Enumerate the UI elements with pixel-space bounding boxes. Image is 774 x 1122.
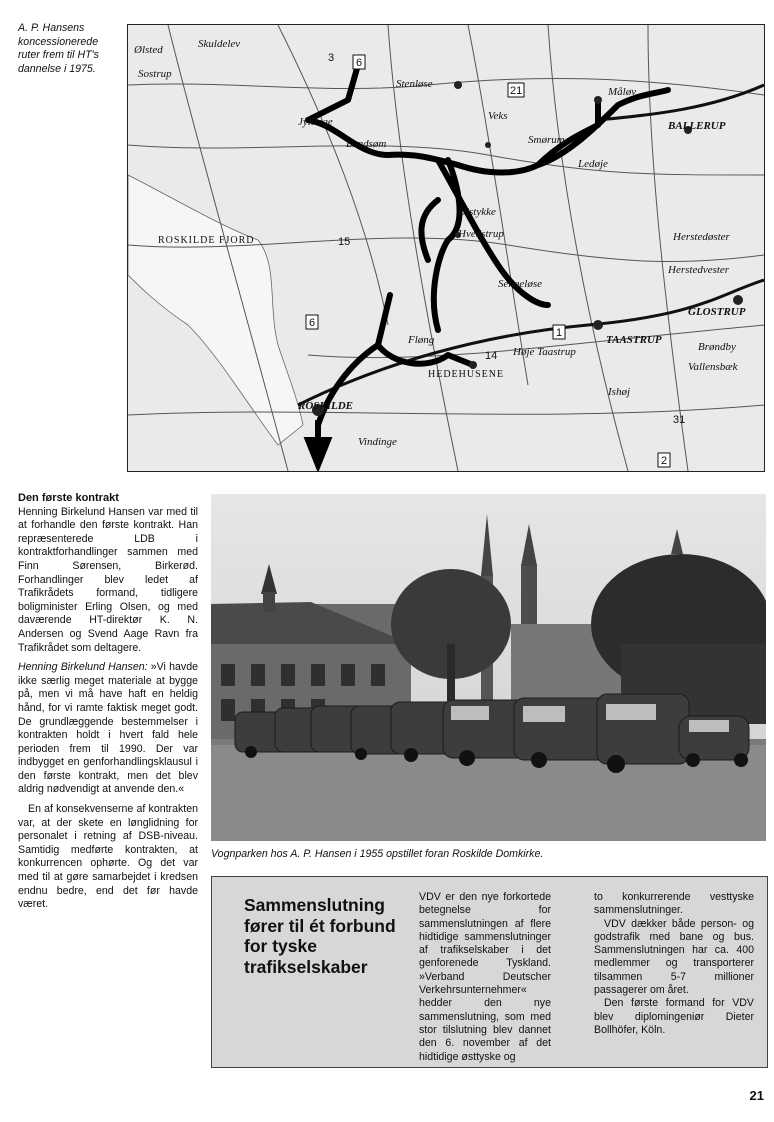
route-map [127, 24, 765, 472]
paragraph: Henning Birkelund Hansen var med til at forhandle den første kontrakt. Han repræsenterede LDB i kontraktforhandlinger sammen med Finn Sørensen, Birkerød. Forhandlinger blev ledet af Trafikrådets formand, tidligere boligminister Erling Olsen, og med daværende HT-direktør K. N. Andersen og Svend Aage Ravn fra Trafikrådet som deltagere. [18, 505, 198, 654]
quote-paragraph [18, 661, 198, 797]
svg-text:BALLERUP: BALLERUP [668, 120, 726, 132]
svg-text:14: 14 [485, 350, 498, 362]
box-title: Sammenslutning fører til ét forbund for tyske trafikselskaber [244, 895, 396, 977]
svg-text:Hvedstrup: Hvedstrup [458, 228, 504, 240]
box-paragraph: Den første formand for VDV blev diplomingeniør Dieter Bollhöfer, Köln. [594, 997, 754, 1036]
svg-text:Herstedøster: Herstedøster [673, 231, 730, 243]
svg-text:3: 3 [328, 52, 335, 64]
svg-text:2: 2 [661, 455, 668, 467]
svg-text:Jyllinge: Jyllinge [298, 116, 333, 128]
svg-text:ROSKILDE: ROSKILDE [298, 400, 354, 412]
svg-text:21: 21 [510, 85, 523, 97]
svg-text:Måløv: Måløv [608, 86, 637, 98]
box-paragraph: VDV dækker både person- og godstrafik med bane og bus. Sammenslutningen har ca. 400 medlemmer og transporterer tilsammen 5-7 millioner passagerer om året. [594, 917, 754, 997]
svg-text:Høje Taastrup: Høje Taastrup [513, 346, 576, 358]
box-paragraph: VDV er den nye forkortede betegnelse for sammenslutningen af flere hidtidige sammenslutninger af trafikselskaber i det genforenede Tyskland. »Verband Deutscher Verkehrsunternehmer« hedder den nye sammenslutning, som med stor tilslutning blev dannet den 6. november af det hidtidige østtyske og [419, 891, 551, 1063]
svg-text:GLOSTRUP: GLOSTRUP [688, 306, 746, 318]
svg-text:31: 31 [673, 414, 686, 426]
svg-text:6: 6 [309, 317, 316, 329]
route-map-drawing [128, 25, 764, 471]
section-heading: Den første kontrakt [18, 492, 119, 504]
svg-text:Veks: Veks [488, 110, 508, 122]
box-column-2 [594, 891, 754, 1037]
svg-text:1: 1 [556, 327, 563, 339]
svg-text:Herstedvester: Herstedvester [668, 264, 730, 276]
svg-text:Sostrup: Sostrup [138, 68, 172, 80]
svg-text:Smørum: Smørum [528, 134, 565, 146]
svg-text:Vallensbæk: Vallensbæk [688, 361, 738, 373]
svg-text:Fløng: Fløng [408, 334, 435, 346]
svg-text:Lundsøm: Lundsøm [346, 138, 387, 150]
svg-text:Ølsted: Ølsted [134, 44, 163, 56]
svg-text:Ledøje: Ledøje [578, 158, 608, 170]
photo-caption: Vognparken hos A. P. Hansen i 1955 opstillet foran Roskilde Domkirke. [211, 848, 544, 860]
svg-text:Ølstykke: Ølstykke [458, 206, 496, 218]
svg-text:TAASTRUP: TAASTRUP [606, 334, 662, 346]
svg-text:6: 6 [356, 57, 363, 69]
svg-text:Stenløse: Stenløse [396, 78, 433, 90]
svg-text:Brøndby: Brøndby [698, 341, 736, 353]
bus-fleet-photo [211, 494, 766, 841]
svg-text:Ishøj: Ishøj [608, 386, 630, 398]
box-column-1 [419, 891, 551, 1064]
quote-speaker: Henning Birkelund Hansen: [18, 661, 148, 674]
bus-fleet-illustration [211, 494, 766, 841]
svg-text:Skuldelev: Skuldelev [198, 38, 241, 50]
left-column [18, 492, 198, 918]
paragraph: En af konsekvenserne af kontrakten var, at der skete en lønglidning for personalet i retning af DSB-niveau. Samtidig medførte kontrakten, at konkurrencen ophørte. Og det var med til at gøre samarbejdet i kredsen endnu bedre, end det før havde været. [18, 803, 198, 911]
svg-text:ROSKILDE FJORD: ROSKILDE FJORD [158, 235, 255, 246]
svg-text:Sengeløse: Sengeløse [498, 278, 542, 290]
svg-text:HEDEHUSENE: HEDEHUSENE [428, 369, 505, 380]
page-number: 21 [749, 1088, 764, 1103]
quote-text: »Vi havde ikke særlig meget materiale at bygge på, men vi må have haft en heldig hånd, for vi ramte faktisk meget godt. De grundlæggende bestemmelser i kontrakten holdt i hvert fald hele perioden frem til 1990. Der var indbygget en genforhandlingsklausul i den første kontrakt, men det blev aldrig nødvendigt at anvende den.« [18, 661, 198, 796]
box-paragraph: to konkurrerende vesttyske sammenslutninger. [594, 891, 754, 917]
svg-text:15: 15 [338, 236, 351, 248]
sidebar-article-box [211, 876, 768, 1068]
map-caption: A. P. Hansens koncessionerede ruter frem til HT's dannelse i 1975. [18, 22, 99, 75]
svg-text:Vindinge: Vindinge [358, 436, 397, 448]
